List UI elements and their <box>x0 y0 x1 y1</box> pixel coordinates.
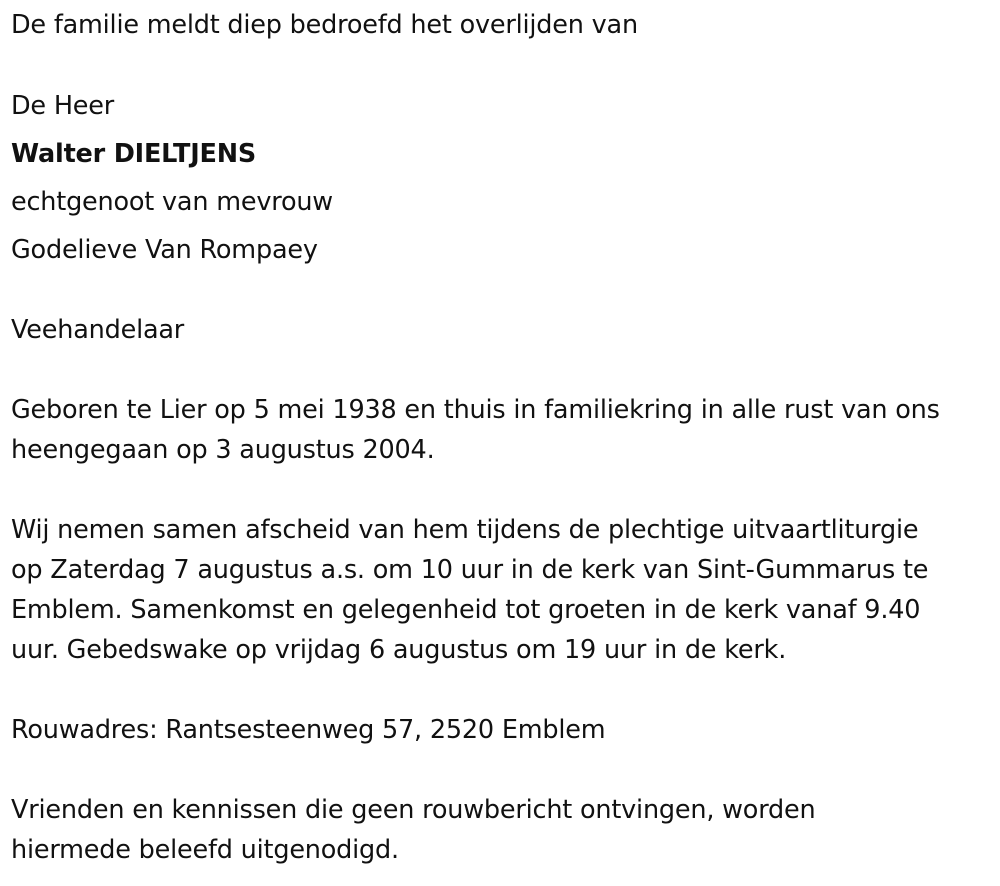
intro-text: De familie meldt diep bedroefd het overlijden van <box>11 10 638 40</box>
salutation: De Heer <box>11 91 115 121</box>
profession: Veehandelaar <box>11 315 185 345</box>
birth-death-line-2: heengegaan op 3 augustus 2004. <box>11 435 435 465</box>
deceased-name: Walter DIELTJENS <box>11 139 257 169</box>
funeral-line-2: op Zaterdag 7 augustus a.s. om 10 uur in de kerk van Sint-Gummarus te <box>11 555 929 585</box>
mourning-address: Rouwadres: Rantsesteenweg 57, 2520 Emblem <box>11 715 606 745</box>
funeral-line-1: Wij nemen samen afscheid van hem tijdens de plechtige uitvaartliturgie <box>11 515 919 545</box>
funeral-line-4: uur. Gebedswake op vrijdag 6 augustus om 19 uur in de kerk. <box>11 635 787 665</box>
spouse-label: echtgenoot van mevrouw <box>11 187 333 217</box>
invitation-line-1: Vrienden en kennissen die geen rouwbericht ontvingen, worden <box>11 795 816 825</box>
invitation-line-2: hiermede beleefd uitgenodigd. <box>11 835 399 865</box>
birth-death-line-1: Geboren te Lier op 5 mei 1938 en thuis in familiekring in alle rust van ons <box>11 395 940 425</box>
funeral-line-3: Emblem. Samenkomst en gelegenheid tot groeten in de kerk vanaf 9.40 <box>11 595 921 625</box>
spouse-name: Godelieve Van Rompaey <box>11 235 318 265</box>
